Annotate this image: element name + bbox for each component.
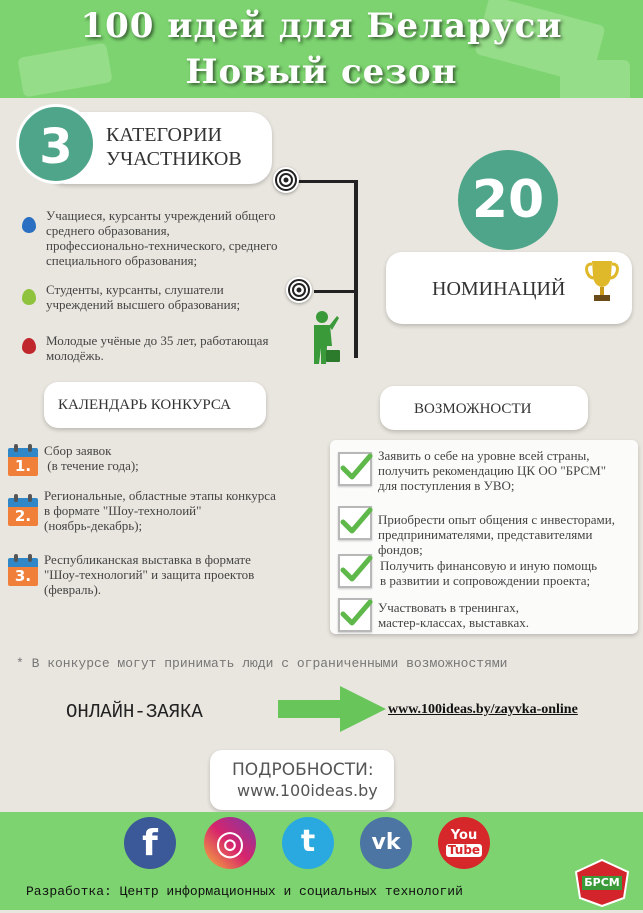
details-link[interactable]: www.100ideas.by bbox=[237, 781, 378, 800]
checkmark-icon bbox=[338, 506, 372, 540]
calendar-item: Республиканская выставка в формате "Шоу-технологий" и защита проектов (февраль). bbox=[44, 552, 255, 597]
header-subtitle: Новый сезон bbox=[185, 52, 458, 92]
trophy-icon bbox=[585, 258, 619, 311]
opportunity-item: Участвовать в тренингах, мастер-классах, выставках. bbox=[378, 600, 530, 630]
footer-credit: Разработка: Центр информационных и социальных технологий bbox=[26, 884, 463, 899]
categories-number: 3 bbox=[16, 104, 96, 184]
calendar-icon: 2. bbox=[8, 494, 38, 526]
opportunities-title: ВОЗМОЖНОСТИ bbox=[414, 401, 532, 417]
opportunity-item: Приобрести опыт общения с инвесторами, предпринимателями, представителями фондов; bbox=[378, 512, 615, 557]
online-application-link[interactable]: www.100ideas.by/zayvka-online bbox=[388, 702, 578, 717]
categories-title-1: КАТЕГОРИИ bbox=[106, 124, 222, 146]
checkmark-icon bbox=[338, 554, 372, 588]
target-icon bbox=[273, 167, 299, 193]
category-dot bbox=[22, 289, 36, 305]
calendar-icon: 3. bbox=[8, 554, 38, 586]
facebook-icon[interactable]: f bbox=[124, 817, 176, 869]
connector-line bbox=[298, 180, 356, 183]
header-title: 100 идей для Беларуси bbox=[80, 6, 563, 46]
calendar-item: Региональные, областные этапы конкурса в формате "Шоу-технолоий" (ноябрь-декабрь); bbox=[44, 488, 276, 533]
businessman-icon bbox=[304, 310, 344, 371]
online-application-label: ОНЛАЙН-ЗАЯКА bbox=[66, 701, 203, 723]
vk-icon[interactable]: vk bbox=[360, 817, 412, 869]
target-icon bbox=[286, 277, 312, 303]
youtube-icon[interactable]: You Tube bbox=[438, 817, 490, 869]
twitter-icon[interactable]: t bbox=[282, 817, 334, 869]
category-item: Молодые учёные до 35 лет, работающая молодёжь. bbox=[46, 333, 269, 363]
calendar-icon: 1. bbox=[8, 444, 38, 476]
nominations-label: НОМИНАЦИЙ bbox=[432, 278, 566, 300]
category-item: Студенты, курсанты, слушатели учреждений высшего образования; bbox=[46, 282, 241, 312]
instagram-icon[interactable]: ◎ bbox=[204, 817, 256, 869]
checkmark-icon bbox=[338, 598, 372, 632]
connector-line bbox=[354, 180, 358, 358]
details-label: ПОДРОБНОСТИ: bbox=[232, 760, 374, 780]
category-item: Учащиеся, курсанты учреждений общего среднего образования, профессионально-технического, среднего специального образования; bbox=[46, 208, 278, 268]
category-dot bbox=[22, 217, 36, 233]
connector-line bbox=[314, 290, 356, 293]
nominations-number: 20 bbox=[458, 150, 558, 250]
checkmark-icon bbox=[338, 452, 372, 486]
opportunity-item: Заявить о себе на уровне всей страны, получить рекомендацию ЦК ОО "БРСМ" для поступления в УВО; bbox=[378, 448, 607, 493]
calendar-item: Сбор заявок (в течение года); bbox=[44, 443, 139, 473]
opportunity-item: Получить финансовую и иную помощь в развитии и сопровождении проекта; bbox=[380, 558, 598, 588]
accessibility-note: * В конкурсе могут принимать люди с ограниченными возможностями bbox=[16, 656, 508, 671]
category-dot bbox=[22, 338, 36, 354]
categories-title-2: УЧАСТНИКОВ bbox=[106, 148, 242, 170]
header-banner bbox=[0, 0, 643, 98]
arrow-right-icon bbox=[278, 684, 388, 739]
calendar-title: КАЛЕНДАРЬ КОНКУРСА bbox=[58, 397, 232, 413]
details-pill bbox=[210, 750, 394, 810]
brsm-logo: БРСМ bbox=[574, 858, 630, 908]
